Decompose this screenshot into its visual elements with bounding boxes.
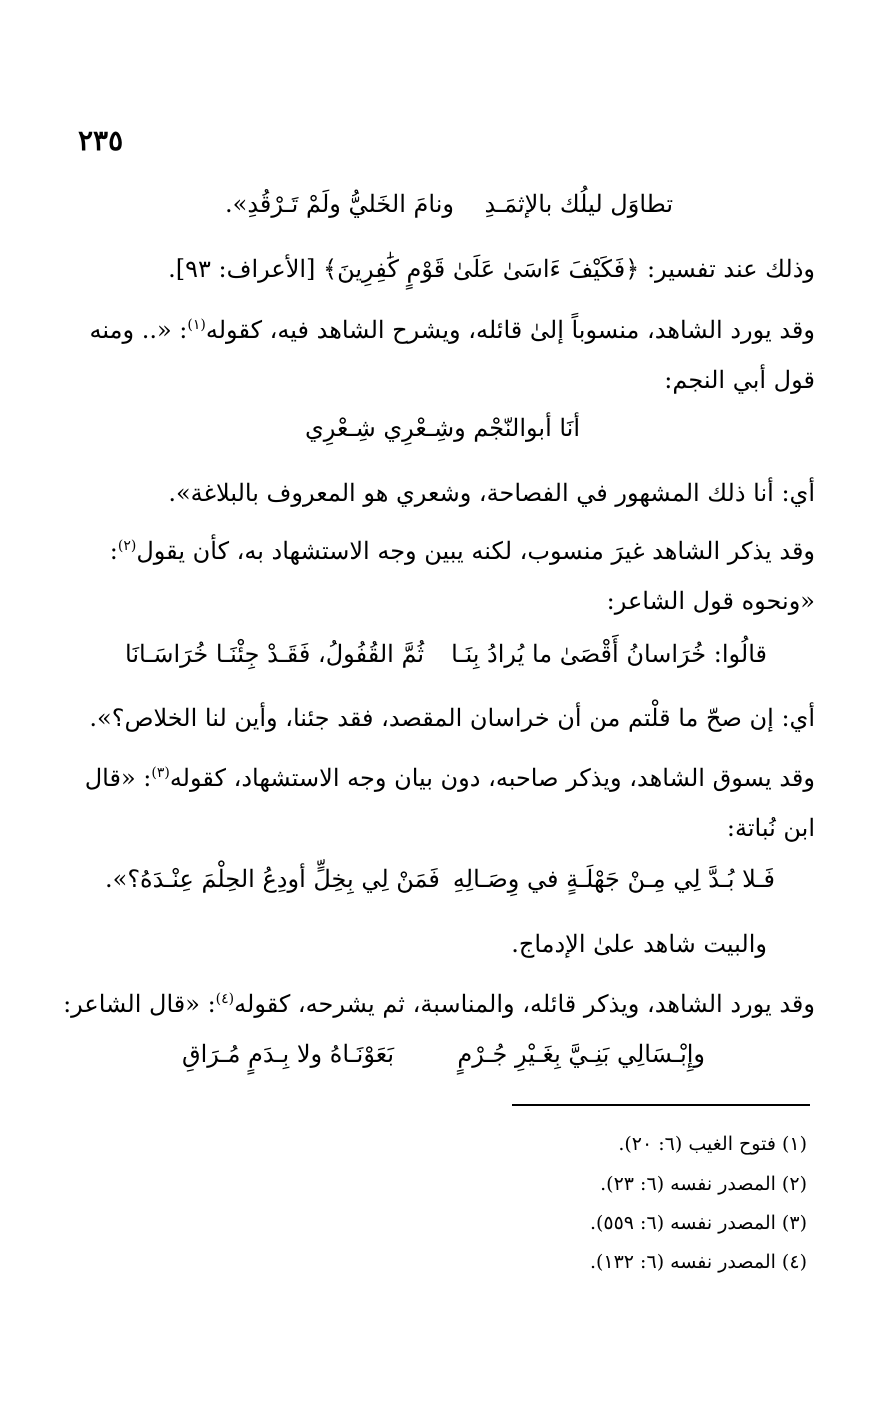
footnote-4: (٤) المصدر نفسه (٦: ١٣٢).	[589, 1251, 807, 1273]
footnote-ref-1: (١)	[187, 317, 206, 333]
footnote-ref-4: (٤)	[215, 991, 235, 1007]
verse-2-second-hemistich: ثُمَّ القُفُولُ، فَقَـدْ جِئْنَـا خُرَاسَـانَا	[125, 640, 425, 668]
text-line-7-end: :	[109, 537, 118, 565]
verse-2-first-hemistich: قالُوا: خُرَاسانُ أَقْصَىٰ ما يُرادُ بِنَـا	[451, 640, 767, 668]
verse-1-second-hemistich: ونامَ الخَليُّ ولَمْ تَـرْقُدِ».	[225, 190, 454, 218]
verse-1-first-hemistich: تطاوَل ليلُك بالإثمَـدِ	[484, 190, 673, 218]
footnote-ref-2: (٢)	[117, 538, 137, 554]
text-line-7	[70, 537, 815, 565]
text-line-11-main: وقد يسوق الشاهد، ويذكر صاحبه، دون بيان وجه الاستشهاد، كقوله	[169, 764, 815, 792]
footnote-1: (١) فتوح الغيب (٦: ٢٠).	[618, 1133, 807, 1155]
footnote-separator	[512, 1104, 810, 1106]
text-line-6: أي: أنا ذلك المشهور في الفصاحة، وشعري هو المعروف بالبلاغة».	[168, 479, 815, 507]
text-line-11-end: : «قال	[84, 764, 152, 792]
text-line-10: أي: إن صحّ ما قلْتم من أن خراسان المقصد، فقد جئنا، وأين لنا الخلاص؟».	[89, 704, 815, 732]
text-line-3-main: وقد يورد الشاهد، منسوباً إلىٰ قائله، ويشرح الشاهد فيه، كقوله	[205, 316, 815, 344]
text-line-2: وذلك عند تفسير: ﴿فَكَيْفَ ءَاسَىٰ عَلَىٰ قَوْمٍ كَٰفِرِينَ﴾ [الأعراف: ٩٣].	[168, 255, 815, 283]
text-line-15-main: وقد يورد الشاهد، ويذكر قائله، والمناسبة، ثم يشرحه، كقوله	[234, 990, 815, 1018]
text-line-3-end: : «.. ومنه	[89, 316, 188, 344]
text-line-15	[63, 990, 815, 1018]
verse-4-second-hemistich: بَعَوْنَـاهُ ولا بِـدَمٍ مُـرَاقِ	[182, 1040, 395, 1068]
text-line-3	[70, 316, 815, 344]
text-line-7-main: وقد يذكر الشاهد غيرَ منسوب، لكنه يبين وجه الاستشهاد به، كأن يقول	[136, 537, 815, 565]
verse-4-first-hemistich: وإِبْـسَالِي بَنِـيَّ بِغَـيْرِ جُـرْمٍ	[457, 1040, 705, 1068]
text-line-11	[70, 764, 815, 792]
text-line-4: قول أبي النجم:	[664, 366, 815, 394]
verse-abu-alnajm: أنَا أبوالنّجْم وشِـعْرِي شِـعْرِي	[304, 414, 581, 442]
verse-3-second-hemistich: فَمَنْ لِي بِخِلٍّ أودِعُ الحِلْمَ عِنْـدَهُ؟».	[105, 865, 440, 893]
text-line-8: «ونحوه قول الشاعر:	[606, 587, 815, 615]
verse-3-first-hemistich: فَـلا بُـدَّ لِي مِـنْ جَهْلَـةٍ في وِصَـالِهِ	[452, 865, 775, 893]
footnote-ref-3: (٣)	[151, 765, 170, 781]
text-line-14: والبيت شاهد علىٰ الإدماج.	[511, 930, 767, 958]
footnote-3: (٣) المصدر نفسه (٦: ٥٥٩).	[589, 1212, 807, 1234]
page-number: ٢٣٥	[78, 124, 124, 157]
text-line-15-end: : «قال الشاعر:	[63, 990, 216, 1018]
footnote-2: (٢) المصدر نفسه (٦: ٢٣).	[600, 1173, 807, 1195]
text-line-12: ابن نُباتة:	[726, 814, 815, 842]
